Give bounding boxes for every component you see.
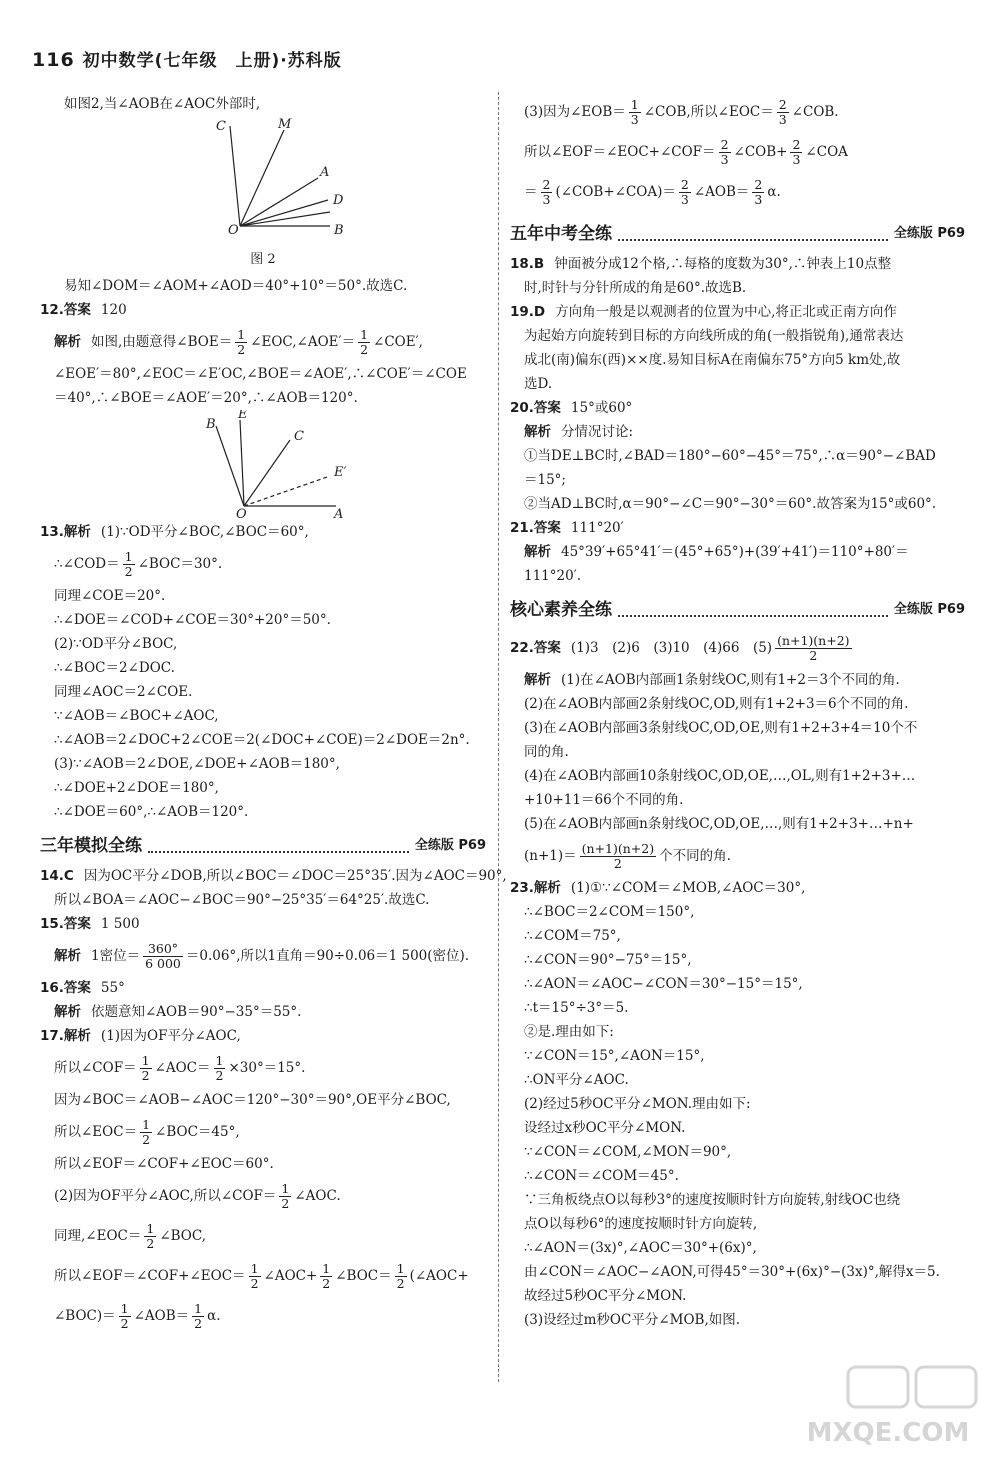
q15-number: 15.答案 bbox=[40, 916, 91, 932]
section-ref: 全练版 P69 bbox=[893, 602, 965, 617]
label-C: C bbox=[294, 429, 304, 444]
text-run: (1)∵OD平分∠BOC,∠BOC＝60°, bbox=[100, 524, 309, 540]
text-run: 分情况讨论: bbox=[561, 424, 634, 440]
text-run: ∠AOB＝ bbox=[693, 184, 750, 200]
section-ref: 全练版 P69 bbox=[414, 838, 486, 853]
text-line: (2)在∠AOB内部画2条射线OC,OD,则有1+2+3＝6个不同的角. bbox=[524, 696, 909, 712]
text-run: ∠COA bbox=[805, 144, 848, 160]
text-line: 所以∠BOA＝∠AOC−∠BOC＝90°−25°35′＝64°25′.故选C. bbox=[54, 892, 430, 908]
page-number: 116 bbox=[32, 49, 75, 71]
text-run: (1)①∵∠COM＝∠MOB,∠AOC＝30°, bbox=[570, 880, 806, 896]
section-header-three-year bbox=[40, 834, 486, 858]
q22-number: 22.答案 bbox=[510, 640, 561, 656]
q18-number: 18.B bbox=[510, 256, 545, 272]
text-run: 个不同的角. bbox=[659, 848, 731, 864]
text-run: 所以∠EOF＝∠EOC+∠COF＝ bbox=[524, 144, 716, 160]
left-column bbox=[40, 92, 507, 1336]
text-run: (n+1)＝ bbox=[524, 848, 577, 864]
watermark-logo bbox=[788, 1363, 988, 1453]
text-run: 所以∠EOC＝ bbox=[54, 1124, 138, 1140]
fraction: $\frac{1}{2}$ bbox=[281, 1181, 290, 1211]
text-line: ①当DE⊥BC时,∠BAD＝180°−60°−45°＝75°,∴α＝90°−∠BAD bbox=[524, 448, 936, 464]
text-line: 111°20′. bbox=[524, 568, 582, 584]
fraction: $\frac{2}{3}$ bbox=[754, 177, 763, 207]
text-line: 选D. bbox=[524, 376, 553, 392]
text-line: ＝40°,∴∠BOE＝∠AOE′＝20°,∴∠AOB＝120°. bbox=[54, 390, 358, 406]
text-run: ＝0.06°,所以1直角＝90÷0.06＝1 500(密位). bbox=[185, 948, 470, 964]
fraction: $\frac{(n+1)(n+2)}{2}$ bbox=[581, 841, 655, 871]
text-run: α. bbox=[207, 1308, 221, 1324]
text-run: ∠AOB＝ bbox=[133, 1308, 190, 1324]
fraction: $\frac{1}{2}$ bbox=[120, 1301, 129, 1331]
q21-answer: 111°20′ bbox=[570, 520, 624, 536]
label-B: B bbox=[334, 223, 344, 238]
text-run: ＝ bbox=[524, 184, 538, 200]
text-run: ∠COB,所以∠EOC＝ bbox=[643, 104, 774, 120]
text-line: 时,时针与分针所成的角是60°.故选B. bbox=[524, 280, 747, 296]
label-E-prime: E′ bbox=[334, 465, 347, 480]
text-run: (3)因为∠EOB＝ bbox=[524, 104, 626, 120]
text-run: (2)因为OF平分∠AOC,所以∠COF＝ bbox=[54, 1188, 277, 1204]
q12-number: 12.答案 bbox=[40, 302, 91, 318]
text-run: 1密位＝ bbox=[91, 948, 141, 964]
fraction: $\frac{(n+1)(n+2)}{2}$ bbox=[777, 633, 850, 663]
q21-number: 21.答案 bbox=[510, 520, 561, 536]
text-line: ∴∠DOE+2∠DOE＝180°, bbox=[54, 780, 219, 796]
label-B: B bbox=[206, 417, 216, 432]
text-line: ＝15°; bbox=[524, 472, 566, 488]
q15-jiexi: 解析 bbox=[54, 948, 81, 964]
text-run: ∠COB. bbox=[791, 104, 839, 120]
text-line: 由∠CON＝∠AOC−∠AON,可得45°＝30°+(6x)°−(3x)°,解得x＝5. bbox=[524, 1264, 940, 1280]
text-run: ∠AOC. bbox=[294, 1188, 341, 1204]
figure-2 bbox=[40, 116, 486, 267]
label-A: A bbox=[320, 165, 330, 180]
text-line: 同理∠AOC＝2∠COE. bbox=[54, 684, 193, 700]
text-line: ∴∠DOE＝∠COD+∠COE＝30°+20°＝50°. bbox=[54, 612, 331, 628]
text-line: (3)设经过m秒OC平分∠MOB,如图. bbox=[524, 1312, 741, 1328]
text-run: ×30°＝15°. bbox=[228, 1060, 306, 1076]
book-title: 初中数学(七年级 上册)·苏科版 bbox=[82, 51, 342, 71]
text-line: (3)在∠AOB内部画3条射线OC,OD,OE,则有1+2+3+4＝10个不 bbox=[524, 720, 918, 736]
right-column bbox=[510, 92, 965, 1332]
text-run: ∠BOC＝ bbox=[335, 1268, 392, 1284]
q23-number: 23.解析 bbox=[510, 880, 561, 896]
text-run: ∴∠COD＝ bbox=[54, 556, 120, 572]
fraction: $\frac{1}{2}$ bbox=[194, 1301, 203, 1331]
text-run: 所以∠COF＝ bbox=[54, 1060, 137, 1076]
fraction: $\frac{1}{2}$ bbox=[360, 327, 369, 357]
label-A: A bbox=[334, 507, 344, 520]
text-run: (1)在∠AOB内部画1条射线OC,则有1+2＝3个不同的角. bbox=[561, 672, 900, 688]
angle-diagram-q12 bbox=[40, 410, 486, 520]
text-line: (2)∵OD平分∠BOC, bbox=[54, 636, 178, 652]
q20-number: 20.答案 bbox=[510, 400, 561, 416]
label-O: O bbox=[236, 507, 247, 520]
fraction: $\frac{1}{2}$ bbox=[322, 1261, 331, 1291]
text-run: ∠COB+ bbox=[733, 144, 788, 160]
text-line: 易知∠DOM＝∠AOM+∠AOD＝40°+10°＝50°.故选C. bbox=[64, 278, 408, 294]
section-title: 五年中考全练 bbox=[510, 224, 612, 244]
text-run: ∠AOC+ bbox=[263, 1268, 318, 1284]
text-line: ∴∠AOB＝2∠DOC+2∠COE＝2(∠DOC+∠COE)＝2∠DOE＝2n°. bbox=[54, 732, 470, 748]
text-line: 为起始方向旋转到目标的方向线所成的角(一般指锐角),通常表达 bbox=[524, 328, 904, 344]
text-run: ∠BOC＝45°, bbox=[155, 1124, 240, 1140]
section-ref: 全练版 P69 bbox=[893, 226, 965, 241]
text-run: ∠BOC)＝ bbox=[54, 1308, 116, 1324]
text-line: ∴∠CON＝90°−75°＝15°, bbox=[524, 952, 692, 968]
section-title: 核心素养全练 bbox=[510, 600, 612, 620]
figure-caption: 图 2 bbox=[250, 252, 276, 267]
text-run: ∠BOC＝30°. bbox=[137, 556, 223, 572]
text-run: 依题意知∠AOB＝90°−35°＝55°. bbox=[91, 1004, 302, 1020]
text-run: 所以∠EOF＝∠COF+∠EOC＝ bbox=[54, 1268, 246, 1284]
q12-jiexi: 解析 bbox=[54, 334, 81, 350]
q13-number: 13.解析 bbox=[40, 524, 91, 540]
fraction: $\frac{1}{2}$ bbox=[146, 1221, 155, 1251]
figure-q12 bbox=[40, 410, 486, 520]
q22-jiexi: 解析 bbox=[524, 672, 551, 688]
fraction: $\frac{1}{2}$ bbox=[396, 1261, 405, 1291]
text-line: ∵三角板绕点O以每秒3°的速度按顺时针方向旋转,射线OC也绕 bbox=[524, 1192, 901, 1208]
q16-answer: 55° bbox=[100, 980, 125, 996]
section-title: 三年模拟全练 bbox=[40, 836, 142, 856]
text-run: (1)因为OF平分∠AOC, bbox=[100, 1028, 241, 1044]
text-line: ∴∠COM＝75°, bbox=[524, 928, 621, 944]
watermark-text: MXQE.COM bbox=[806, 1418, 970, 1448]
label-E: E bbox=[238, 410, 248, 422]
text-run: 钟面被分成12个格,∴每格的度数为30°,∴钟表上10点整 bbox=[554, 256, 892, 272]
text-line: ∴∠CON＝∠COM＝45°. bbox=[524, 1168, 679, 1184]
text-run: α. bbox=[767, 184, 781, 200]
label-O: O bbox=[228, 223, 239, 238]
fraction: $\frac{1}{3}$ bbox=[630, 97, 639, 127]
fraction: $\frac{1}{2}$ bbox=[250, 1261, 259, 1291]
text-line: 成北(南)偏东(西)××度.易知目标A在南偏东75°方向5 km处,故 bbox=[524, 352, 901, 368]
text-line: ∴t＝15°÷3°＝5. bbox=[524, 1000, 629, 1016]
page-header bbox=[32, 46, 342, 71]
text-line: (5)在∠AOB内部画n条射线OC,OD,OE,…,则有1+2+3+…+n+ bbox=[524, 816, 914, 832]
fraction: $\frac{1}{2}$ bbox=[237, 327, 246, 357]
text-run: ∠BOC, bbox=[159, 1228, 207, 1244]
text-line: ②当AD⊥BC时,α＝90°−∠C＝90°−30°＝60°.故答案为15°或60°. bbox=[524, 496, 937, 512]
text-line: 所以∠EOF＝∠COF+∠EOC＝60°. bbox=[54, 1156, 274, 1172]
column-divider bbox=[498, 92, 499, 1382]
text-line: +10+11＝66个不同的角. bbox=[524, 792, 684, 808]
q16-number: 16.答案 bbox=[40, 980, 91, 996]
text-line: (4)在∠AOB内部画10条射线OC,OD,OE,…,OL,则有1+2+3+… bbox=[524, 768, 916, 784]
section-header-core bbox=[510, 598, 965, 622]
angle-diagram-2 bbox=[40, 116, 486, 256]
label-C: C bbox=[216, 119, 226, 134]
fraction: $\frac{1}{2}$ bbox=[124, 549, 133, 579]
text-line: 故经过5秒OC平分∠MON. bbox=[524, 1288, 687, 1304]
q16-jiexi: 解析 bbox=[54, 1004, 81, 1020]
text-run: (∠COB+∠COA)＝ bbox=[555, 184, 676, 200]
label-M: M bbox=[278, 117, 292, 132]
fraction: $\frac{2}{3}$ bbox=[542, 177, 551, 207]
text-run: 因为OC平分∠DOB,所以∠BOC＝∠DOC＝25°35′.因为∠AOC＝90°, bbox=[83, 868, 507, 884]
text-line: 设经过x秒OC平分∠MON. bbox=[524, 1120, 686, 1136]
text-line: ∵∠CON＝15°,∠AON＝15°, bbox=[524, 1048, 705, 1064]
text-line: ∴ON平分∠AOC. bbox=[524, 1072, 629, 1088]
q12-answer: 120 bbox=[100, 302, 127, 318]
text-line: 因为∠BOC＝∠AOB−∠AOC＝120°−30°＝90°,OE平分∠BOC, bbox=[54, 1092, 451, 1108]
fraction: $\frac{2}{3}$ bbox=[778, 97, 787, 127]
fraction: $\frac{1}{2}$ bbox=[215, 1053, 224, 1083]
q20-answer: 15°或60° bbox=[570, 400, 633, 416]
q19-number: 19.D bbox=[510, 304, 546, 320]
q21-jiexi: 解析 bbox=[524, 544, 551, 560]
text-line: (2)经过5秒OC平分∠MON.理由如下: bbox=[524, 1096, 751, 1112]
q15-answer: 1 500 bbox=[100, 916, 140, 932]
text-line: ∴∠BOC＝2∠DOC. bbox=[54, 660, 175, 676]
fraction: $\frac{1}{2}$ bbox=[141, 1053, 150, 1083]
text-run: 45°39′+65°41′＝(45°+65°)+(39′+41′)＝110°+80′＝ bbox=[561, 544, 909, 560]
text-run: 方向角一般是以观测者的位置为中心,将正北或正南方向作 bbox=[555, 304, 897, 320]
text-line: 同理∠COE＝20°. bbox=[54, 588, 166, 604]
label-D: D bbox=[333, 193, 344, 208]
text-line: 如图2,当∠AOB在∠AOC外部时, bbox=[64, 96, 261, 112]
section-header-five-year bbox=[510, 222, 965, 246]
text-line: ∠EOE′＝80°,∠EOC＝∠E′OC,∠BOE＝∠AOE′,∴∠COE′＝∠COE bbox=[54, 366, 467, 382]
text-run: ∠AOC＝ bbox=[154, 1060, 211, 1076]
fraction: $\frac{1}{2}$ bbox=[142, 1117, 151, 1147]
text-line: ∴∠AON＝∠AOC−∠CON＝30°−15°＝15°, bbox=[524, 976, 803, 992]
q14-number: 14.C bbox=[40, 868, 74, 884]
text-line: ②是.理由如下: bbox=[524, 1024, 614, 1040]
text-line: ∴∠BOC＝2∠COM＝150°, bbox=[524, 904, 695, 920]
fraction: $\frac{2}{3}$ bbox=[680, 177, 689, 207]
text-line: 点O以每秒6°的速度按顺时针方向旋转, bbox=[524, 1216, 758, 1232]
text-run: 同理,∠EOC＝ bbox=[54, 1228, 142, 1244]
text-line: ∴∠DOE＝60°,∴∠AOB＝120°. bbox=[54, 804, 249, 820]
text-line: (3)∵∠AOB＝2∠DOE,∠DOE+∠AOB＝180°, bbox=[54, 756, 340, 772]
q17-number: 17.解析 bbox=[40, 1028, 91, 1044]
text-line: ∴∠AON＝(3x)°,∠AOC＝30°+(6x)°, bbox=[524, 1240, 757, 1256]
text-run: ∠EOC,∠AOE′＝ bbox=[250, 334, 356, 350]
text-line: 同的角. bbox=[524, 744, 569, 760]
text-run: (∠AOC+ bbox=[409, 1268, 469, 1284]
fraction: $\frac{360^\circ}{6 000}$ bbox=[145, 941, 181, 971]
fraction: $\frac{2}{3}$ bbox=[720, 137, 729, 167]
fraction: $\frac{2}{3}$ bbox=[792, 137, 801, 167]
text-line: ∵∠AOB＝∠BOC+∠AOC, bbox=[54, 708, 219, 724]
q22-answer: (1)3 (2)6 (3)10 (4)66 (5) bbox=[570, 640, 773, 656]
text-run: 如图,由题意得∠BOE＝ bbox=[91, 334, 233, 350]
text-line: ∵∠CON＝∠COM,∠MON＝90°, bbox=[524, 1144, 732, 1160]
q20-jiexi: 解析 bbox=[524, 424, 551, 440]
text-run: ∠COE′, bbox=[373, 334, 423, 350]
